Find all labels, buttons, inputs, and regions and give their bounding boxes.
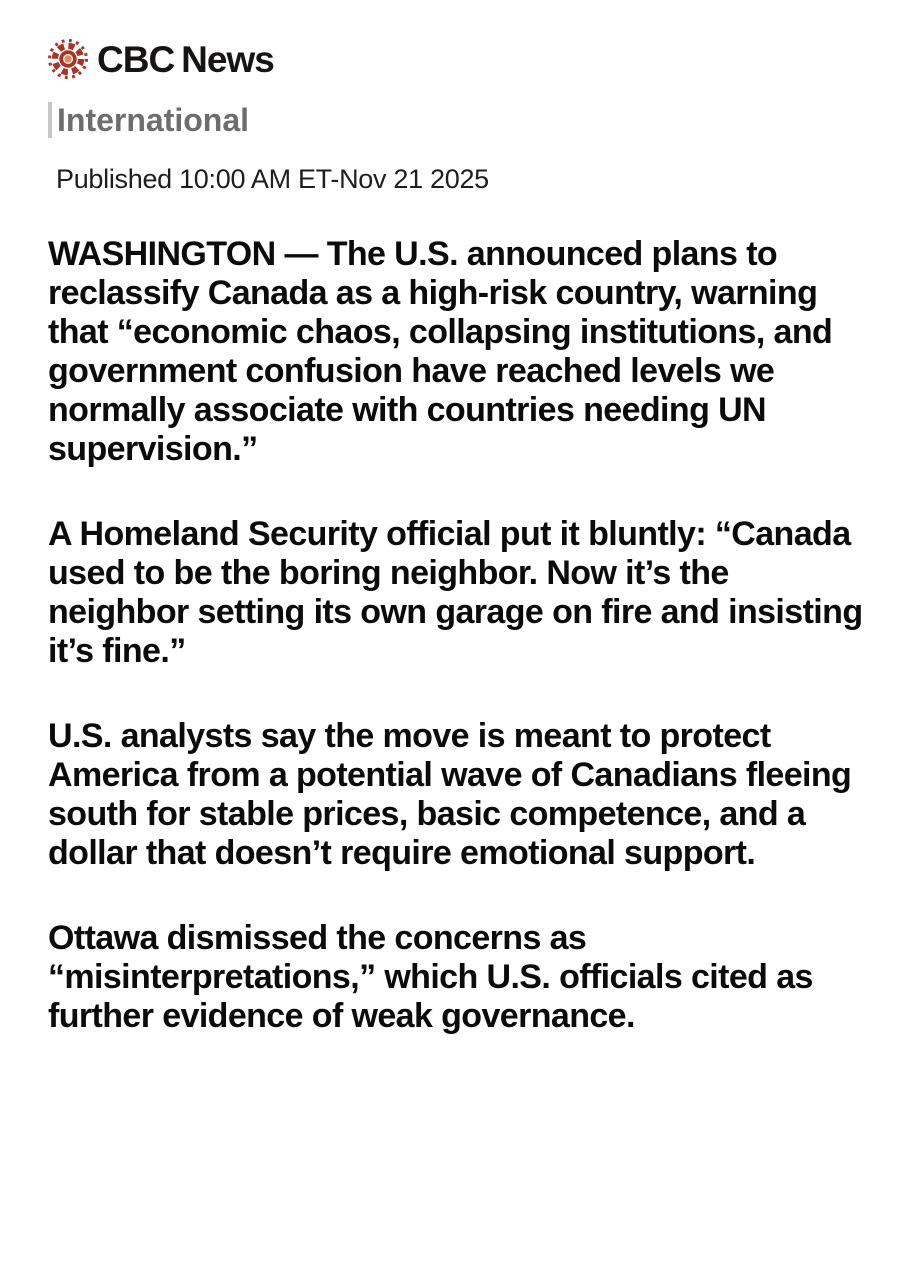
masthead <box>48 36 870 82</box>
article-paragraph: U.S. analysts say the move is meant to protect America from a potential wave of Canadians fleeing south for stable prices, basic competence, and a dollar that doesn’t require emotional support. <box>48 717 852 872</box>
wordmark-news: News <box>181 38 274 80</box>
published-timestamp: Published 10:00 AM ET-Nov 21 2025 <box>56 164 489 194</box>
section-row <box>48 102 870 138</box>
section-accent-bar <box>48 102 52 138</box>
wordmark-cbc: CBC <box>97 38 175 80</box>
article-paragraph: A Homeland Security official put it bluntly: “Canada used to be the boring neighbor. Now it’s the neighbor setting its own garage on fire and insisting it’s fine.” <box>48 515 863 670</box>
article-paragraph: WASHINGTON — The U.S. announced plans to reclassify Canada as a high-risk country, warning that “economic chaos, collapsing institutions, and government confusion have reached levels we normally associate with countries needing UN supervision.” <box>48 235 833 468</box>
article-paragraph: Ottawa dismissed the concerns as “misinterpretations,” which U.S. officials cited as further evidence of weak governance. <box>48 919 813 1035</box>
cbc-news-wordmark <box>97 38 274 80</box>
article-body <box>48 235 870 1036</box>
section-label: International <box>57 102 250 138</box>
cbc-gem-logo-icon <box>48 39 88 79</box>
